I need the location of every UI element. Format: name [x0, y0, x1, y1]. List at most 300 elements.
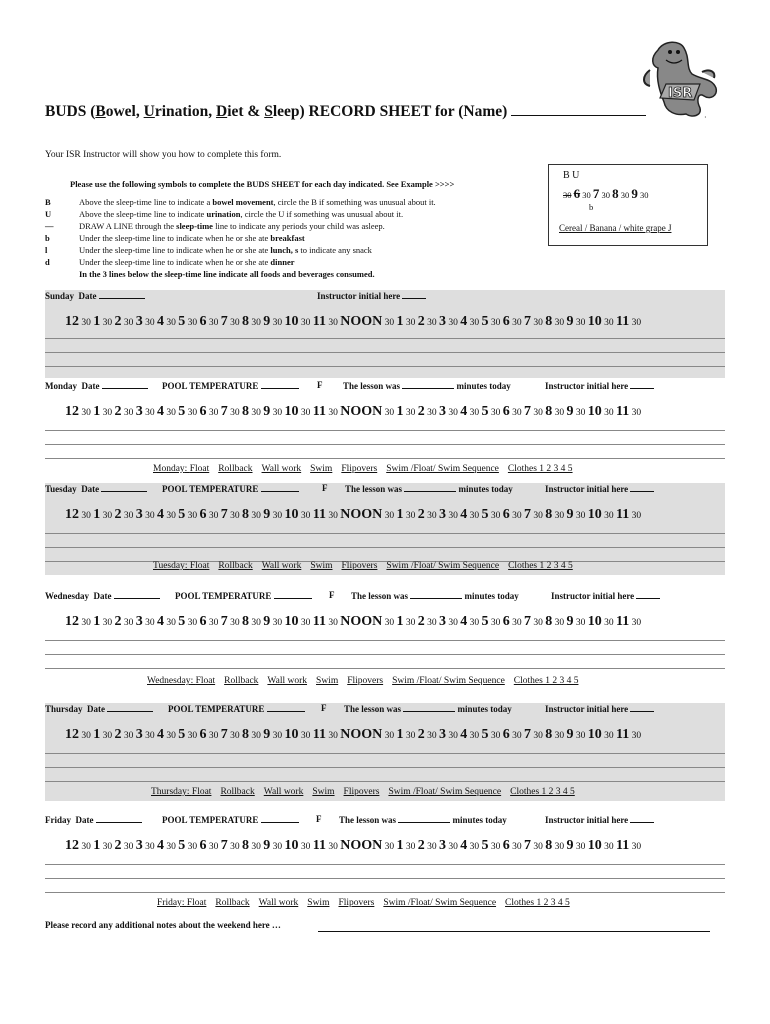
skill-item[interactable]: Wall work	[267, 676, 308, 686]
time-label: 5	[481, 507, 489, 522]
time-label: 3	[438, 314, 446, 329]
time-label: 30	[533, 318, 543, 328]
skill-item[interactable]: Swim /Float/ Swim Sequence	[388, 787, 502, 797]
time-label: 11	[615, 507, 630, 522]
food-line[interactable]	[45, 892, 725, 893]
skill-item[interactable]: Rollback	[215, 898, 250, 908]
lesson-minutes-field[interactable]	[410, 590, 462, 599]
time-label: 7	[523, 507, 531, 522]
time-label: 30	[469, 511, 480, 521]
food-line[interactable]	[45, 352, 725, 353]
pool-temp-field[interactable]	[261, 814, 299, 823]
day-section-thursday: Thursday Date POOL TEMPERATURE F The lesson was minutes today Instructor initial here 12 30 1 30 2 30 3 30 4 30 5 30 6 30 7 30 8 30 9 30 10 30 11 30 NOON 30 1 30 2 30 3 30 4 30 5 30 6 30 7 30 8 30 9 30 10 30 11 30 Thursday: Float Rollback Wall work Swim Flipovers Swim /Float/ Swim Sequence Clothes 1 2 3 4 5	[45, 703, 725, 801]
food-line[interactable]	[45, 366, 725, 367]
time-label: 12	[65, 838, 79, 853]
time-label: 30	[384, 408, 395, 418]
sleep-time-line[interactable]	[65, 614, 641, 630]
skill-float[interactable]: Float	[195, 676, 216, 686]
time-label: 8	[545, 404, 553, 419]
time-label: 5	[178, 404, 186, 419]
skill-float[interactable]: Float	[189, 561, 210, 571]
time-label: 11	[312, 838, 326, 853]
time-label: 30	[102, 408, 113, 418]
time-label: 9	[566, 727, 574, 742]
time-label: 5	[178, 838, 186, 853]
food-line[interactable]	[45, 767, 725, 768]
food-line[interactable]	[45, 864, 725, 865]
time-label: 4	[157, 314, 164, 329]
time-label: 3	[438, 614, 446, 629]
skill-item[interactable]: Swim /Float/ Swim Sequence	[386, 464, 499, 474]
time-label: 8	[242, 404, 249, 419]
time-label: 30	[81, 318, 91, 328]
time-label: 7	[220, 838, 228, 853]
time-label: 12	[65, 727, 79, 742]
sleep-time-line[interactable]	[65, 838, 641, 854]
time-label: 30	[230, 842, 240, 852]
lesson-minutes-field[interactable]	[398, 814, 450, 823]
skill-item[interactable]: Swim	[312, 787, 335, 797]
time-label: 9	[263, 314, 271, 329]
time-label: 5	[481, 727, 489, 742]
time-label: 30	[81, 731, 91, 741]
time-label: 30	[512, 618, 522, 628]
time-label: 11	[312, 727, 326, 742]
time-label: 30	[81, 618, 91, 628]
time-label: 4	[157, 404, 164, 419]
skills-row: Tuesday: Float Rollback Wall work Swim Flipovers Swim /Float/ Swim Sequence Clothes 1 2 3 4 5	[153, 561, 573, 571]
time-label: 30	[300, 842, 311, 852]
day-section-monday: Monday Date POOL TEMPERATURE F The lesson was minutes today Instructor initial here 12 30 1 30 2 30 3 30 4 30 5 30 6 30 7 30 8 30 9 30 10 30 11 30 NOON 30 1 30 2 30 3 30 4 30 5 30 6 30 7 30 8 30 9 30 10 30 11 30 Monday: Float Rollback Wall work Swim Flipovers Swim /Float/ Swim Sequence Clothes 1 2 3 4 5	[45, 380, 725, 478]
time-label: 30	[208, 731, 219, 741]
time-label: 2	[114, 404, 122, 419]
food-line[interactable]	[45, 338, 725, 339]
time-label: 8	[242, 314, 249, 329]
time-label: 2	[417, 507, 425, 522]
time-label: 30	[208, 511, 219, 521]
time-label: 3	[135, 404, 143, 419]
skill-item[interactable]: Swim	[307, 898, 330, 908]
time-label: 7	[523, 727, 531, 742]
time-label: 30	[554, 618, 565, 628]
time-label: 1	[93, 404, 101, 419]
time-label: NOON	[340, 838, 383, 853]
time-label: 30	[123, 408, 134, 418]
date-field[interactable]	[101, 483, 147, 492]
time-label: 10	[284, 404, 299, 419]
time-label: 30	[230, 618, 240, 628]
time-label: 30	[102, 618, 113, 628]
time-label: 11	[615, 838, 630, 853]
time-label: 30	[631, 511, 642, 521]
food-line[interactable]	[45, 781, 725, 782]
time-label: 30	[533, 731, 543, 741]
date-field[interactable]	[114, 590, 160, 599]
time-label: 30	[448, 318, 458, 328]
time-label: 4	[460, 727, 468, 742]
skill-float[interactable]: Float	[186, 898, 207, 908]
time-label: 30	[230, 731, 240, 741]
skill-item[interactable]: Clothes 1 2 3 4 5	[513, 676, 579, 686]
time-label: 30	[102, 731, 113, 741]
time-label: 30	[512, 511, 522, 521]
time-label: 3	[135, 727, 143, 742]
skill-item[interactable]: Rollback	[218, 464, 253, 474]
time-label: 30	[300, 511, 311, 521]
time-label: 6	[502, 314, 510, 329]
time-label: 30	[300, 618, 311, 628]
time-label: NOON	[340, 614, 383, 629]
time-label: 6	[199, 614, 207, 629]
food-line[interactable]	[45, 533, 725, 534]
pool-temp-field[interactable]	[274, 590, 312, 599]
time-label: 30	[554, 731, 565, 741]
time-label: 2	[417, 727, 425, 742]
time-label: 2	[114, 727, 122, 742]
time-label: 30	[384, 618, 395, 628]
instructor-initial-field[interactable]	[630, 483, 654, 492]
time-label: 30	[272, 408, 283, 418]
food-line[interactable]	[45, 753, 725, 754]
time-label: 3	[438, 727, 446, 742]
time-label: 10	[284, 314, 299, 329]
skill-item[interactable]: Rollback	[220, 787, 255, 797]
time-label: 7	[220, 507, 228, 522]
otter-mascot-icon	[636, 40, 720, 120]
sleep-time-line[interactable]	[65, 507, 641, 523]
skill-item[interactable]: Clothes 1 2 3 4 5	[507, 464, 573, 474]
time-label: 4	[157, 727, 164, 742]
time-label: 30	[469, 408, 480, 418]
time-label: 8	[545, 614, 553, 629]
time-label: 1	[396, 838, 404, 853]
time-label: 1	[93, 614, 101, 629]
skill-item[interactable]: Swim	[310, 464, 333, 474]
time-label: 30	[166, 842, 176, 852]
skill-item[interactable]: Flipovers	[341, 561, 378, 571]
time-label: 4	[157, 838, 164, 853]
time-label: 7	[220, 404, 228, 419]
time-label: 30	[251, 731, 261, 741]
legend-symbol: d	[45, 257, 50, 267]
time-label: 30	[187, 408, 198, 418]
time-label: 30	[145, 731, 155, 741]
notes-label: Please record any additional notes about the weekend here …	[45, 920, 281, 930]
time-label: 8	[242, 507, 249, 522]
instructions-text: Please use the following symbols to complete the BUDS SHEET for each day indicated. See Example >>>>	[70, 179, 455, 189]
food-line[interactable]	[45, 444, 725, 445]
pool-temp-field[interactable]	[261, 380, 299, 389]
skill-item[interactable]: Rollback	[218, 561, 253, 571]
time-label: 30	[604, 618, 614, 628]
time-label: 30	[187, 731, 198, 741]
time-label: 11	[615, 314, 630, 329]
time-label: 30	[166, 618, 176, 628]
day-section-friday: Friday Date POOL TEMPERATURE F The lesson was minutes today Instructor initial here 12 30 1 30 2 30 3 30 4 30 5 30 6 30 7 30 8 30 9 30 10 30 11 30 NOON 30 1 30 2 30 3 30 4 30 5 30 6 30 7 30 8 30 9 30 10 30 11 30 Friday: Float Rollback Wall work Swim Flipovers Swim /Float/ Swim Sequence Clothes 1 2 3 4 5	[45, 814, 725, 912]
time-label: 10	[284, 838, 299, 853]
time-label: 1	[396, 614, 404, 629]
legend-symbol: B	[45, 197, 51, 207]
time-label: 6	[199, 507, 207, 522]
time-label: 30	[328, 842, 338, 852]
food-line[interactable]	[45, 654, 725, 655]
time-label: 6	[502, 614, 510, 629]
time-label: 30	[533, 842, 543, 852]
time-label: 11	[312, 314, 326, 329]
time-label: NOON	[340, 507, 383, 522]
time-label: 30	[533, 618, 543, 628]
date-field[interactable]	[102, 380, 148, 389]
time-label: 3	[438, 507, 446, 522]
time-label: 30	[490, 408, 501, 418]
instructor-initial-field[interactable]	[636, 590, 660, 599]
time-label: 30	[272, 318, 283, 328]
time-label: 30	[512, 731, 522, 741]
sleep-time-line[interactable]	[65, 404, 641, 420]
time-label: 8	[242, 838, 249, 853]
time-label: 30	[187, 511, 198, 521]
time-label: 7	[523, 404, 531, 419]
skills-row: Wednesday: Float Rollback Wall work Swim Flipovers Swim /Float/ Swim Sequence Clothes 1 2 3 4 5	[147, 676, 579, 686]
time-label: 30	[575, 618, 586, 628]
time-label: 9	[566, 507, 574, 522]
time-label: 2	[417, 404, 425, 419]
date-field[interactable]	[96, 814, 142, 823]
time-label: 30	[102, 842, 113, 852]
example-timeline: 30 6 30 7 30 8 30 9 30	[563, 186, 649, 201]
svg-text:ISR: ISR	[668, 86, 693, 101]
lesson-minutes-field[interactable]	[403, 703, 455, 712]
time-label: NOON	[340, 404, 383, 419]
time-label: 7	[523, 838, 531, 853]
time-label: 30	[328, 731, 338, 741]
legend-description: Under the sleep-time line to indicate when he or she ate dinner	[79, 257, 295, 267]
instructor-initial-field[interactable]	[630, 814, 654, 823]
time-label: 4	[460, 314, 468, 329]
time-label: 8	[242, 727, 249, 742]
time-label: 4	[460, 838, 468, 853]
skill-item[interactable]: Swim /Float/ Swim Sequence	[386, 561, 500, 571]
skill-item[interactable]: Flipovers	[341, 464, 378, 474]
time-label: 30	[187, 318, 198, 328]
time-label: 30	[575, 318, 586, 328]
time-label: 30	[230, 408, 240, 418]
time-label: 30	[145, 511, 155, 521]
food-line[interactable]	[45, 458, 725, 459]
legend-symbol: l	[45, 245, 48, 255]
time-label: 8	[545, 507, 553, 522]
food-line[interactable]	[45, 547, 725, 548]
time-label: 5	[178, 314, 186, 329]
skill-item[interactable]: Clothes 1 2 3 4 5	[510, 787, 575, 797]
time-label: 8	[545, 314, 553, 329]
time-label: 30	[208, 842, 219, 852]
time-label: 30	[251, 318, 261, 328]
legend-description: Above the sleep-time line to indicate urination, circle the U if something was unusual about it.	[79, 209, 404, 219]
legend-description: Under the sleep-time line to indicate when he or she ate lunch, s to indicate any snack	[79, 245, 372, 255]
skill-item[interactable]: Swim /Float/ Swim Sequence	[392, 676, 505, 686]
time-label: 4	[460, 507, 468, 522]
day-section-tuesday: Tuesday Date POOL TEMPERATURE F The lesson was minutes today Instructor initial here 12 30 1 30 2 30 3 30 4 30 5 30 6 30 7 30 8 30 9 30 10 30 11 30 NOON 30 1 30 2 30 3 30 4 30 5 30 6 30 7 30 8 30 9 30 10 30 11 30 Tuesday: Float Rollback Wall work Swim Flipovers Swim /Float/ Swim Sequence Clothes 1 2 3 4 5	[45, 483, 725, 575]
time-label: 30	[123, 511, 134, 521]
date-field[interactable]	[107, 703, 153, 712]
day-section-wednesday: Wednesday Date POOL TEMPERATURE F The lesson was minutes today Instructor initial here 12 30 1 30 2 30 3 30 4 30 5 30 6 30 7 30 8 30 9 30 10 30 11 30 NOON 30 1 30 2 30 3 30 4 30 5 30 6 30 7 30 8 30 9 30 10 30 11 30 Wednesday: Float Rollback Wall work Swim Flipovers Swim /Float/ Swim Sequence Clothes 1 2 3 4 5	[45, 590, 725, 690]
time-label: 11	[312, 507, 326, 522]
time-label: 30	[384, 842, 395, 852]
skill-float[interactable]: Float	[189, 464, 210, 474]
time-label: 10	[284, 507, 299, 522]
page-title: BUDS (Bowel, Urination, Diet & Sleep) RECORD SHEET for (Name)	[45, 102, 646, 121]
time-label: 11	[312, 614, 326, 629]
sleep-time-line[interactable]	[65, 314, 641, 330]
skills-row: Thursday: Float Rollback Wall work Swim Flipovers Swim /Float/ Swim Sequence Clothes 1 2 3 4 5	[151, 787, 575, 797]
name-field[interactable]	[511, 102, 646, 116]
time-label: 11	[615, 727, 630, 742]
date-field[interactable]	[99, 290, 145, 299]
time-label: 30	[490, 511, 501, 521]
time-label: 5	[481, 404, 489, 419]
time-label: 30	[469, 318, 480, 328]
skill-item[interactable]: Swim /Float/ Swim Sequence	[383, 898, 497, 908]
time-label: 30	[166, 318, 176, 328]
time-label: 2	[114, 314, 122, 329]
time-label: 30	[81, 511, 91, 521]
skill-item[interactable]: Clothes 1 2 3 4 5	[508, 561, 573, 571]
skill-item[interactable]: Wall work	[261, 464, 302, 474]
time-label: 30	[328, 511, 338, 521]
lesson-minutes-field[interactable]	[404, 483, 456, 492]
notes-input-line[interactable]	[318, 931, 710, 932]
time-label: 7	[220, 614, 228, 629]
legend-description: Under the sleep-time line to indicate when he or she ate breakfast	[79, 233, 305, 243]
skill-item[interactable]: Wall work	[263, 787, 304, 797]
time-label: 30	[604, 511, 614, 521]
sleep-time-line[interactable]	[65, 727, 641, 743]
time-label: 11	[615, 404, 630, 419]
time-label: 30	[81, 408, 91, 418]
time-label: 30	[145, 618, 155, 628]
time-label: 10	[587, 314, 602, 329]
day-section-sunday: Sunday Date Instructor initial here 12 30 1 30 2 30 3 30 4 30 5 30 6 30 7 30 8 30 9 30 10 30 11 30 NOON 30 1 30 2 30 3 30 4 30 5 30 6 30 7 30 8 30 9 30 10 30 11 30	[45, 290, 725, 378]
time-label: 30	[469, 618, 480, 628]
time-label: 30	[328, 318, 338, 328]
skill-item[interactable]: Clothes 1 2 3 4 5	[505, 898, 570, 908]
time-label: 9	[566, 404, 574, 419]
time-label: 30	[251, 842, 261, 852]
instructor-initial-field[interactable]	[630, 380, 654, 389]
time-label: 30	[604, 842, 614, 852]
instructor-initial-field[interactable]	[402, 290, 426, 299]
time-label: 30	[533, 511, 543, 521]
time-label: 5	[481, 614, 489, 629]
time-label: 12	[65, 314, 79, 329]
time-label: 1	[93, 727, 101, 742]
time-label: 4	[157, 614, 164, 629]
legend-symbol: —	[45, 221, 54, 231]
time-label: 30	[102, 318, 113, 328]
time-label: 30	[251, 408, 261, 418]
time-label: 3	[135, 314, 143, 329]
time-label: 30	[81, 842, 91, 852]
food-line[interactable]	[45, 430, 725, 431]
time-label: 2	[114, 507, 122, 522]
time-label: 30	[187, 842, 198, 852]
food-line[interactable]	[45, 878, 725, 879]
time-label: 30	[512, 408, 522, 418]
skill-item[interactable]: Wall work	[258, 898, 299, 908]
time-label: 30	[631, 618, 642, 628]
time-label: 7	[220, 314, 228, 329]
skill-item[interactable]: Flipovers	[338, 898, 375, 908]
time-label: 30	[554, 842, 565, 852]
time-label: 30	[384, 511, 395, 521]
instructor-initial-field[interactable]	[630, 703, 654, 712]
time-label: 7	[523, 614, 531, 629]
food-line[interactable]	[45, 668, 725, 669]
example-food: Cereal / Banana / white grape J	[559, 223, 672, 233]
pool-temp-field[interactable]	[267, 703, 305, 712]
time-label: 30	[448, 842, 458, 852]
time-label: 30	[427, 731, 437, 741]
time-label: 30	[300, 731, 311, 741]
time-label: 2	[114, 838, 122, 853]
lesson-minutes-field[interactable]	[402, 380, 454, 389]
time-label: 10	[587, 838, 602, 853]
time-label: 30	[448, 618, 458, 628]
time-label: 30	[145, 318, 155, 328]
time-label: 10	[587, 404, 602, 419]
time-label: 30	[405, 511, 416, 521]
time-label: 30	[123, 842, 134, 852]
time-label: 7	[220, 727, 228, 742]
skill-item[interactable]: Wall work	[261, 561, 302, 571]
time-label: 30	[427, 318, 437, 328]
time-label: 8	[545, 727, 553, 742]
time-label: 9	[263, 614, 271, 629]
time-label: 30	[166, 408, 176, 418]
time-label: 30	[448, 511, 458, 521]
time-label: 30	[230, 318, 240, 328]
time-label: 10	[587, 507, 602, 522]
time-label: 30	[405, 731, 416, 741]
time-label: 3	[135, 838, 143, 853]
time-label: 12	[65, 507, 79, 522]
time-label: 10	[284, 727, 299, 742]
skill-item[interactable]: Flipovers	[343, 787, 380, 797]
time-label: 9	[263, 838, 271, 853]
time-label: 12	[65, 614, 79, 629]
time-label: 30	[272, 842, 283, 852]
time-label: 9	[566, 314, 574, 329]
time-label: 6	[502, 727, 510, 742]
skill-item[interactable]: Swim	[310, 561, 333, 571]
time-label: 10	[284, 614, 299, 629]
time-label: 6	[502, 838, 510, 853]
skill-item[interactable]: Rollback	[224, 676, 259, 686]
pool-temp-field[interactable]	[261, 483, 299, 492]
time-label: 30	[208, 318, 219, 328]
food-line[interactable]	[45, 640, 725, 641]
skill-float[interactable]: Float	[191, 787, 212, 797]
time-label: 30	[469, 842, 480, 852]
time-label: 5	[178, 507, 186, 522]
time-label: 8	[242, 614, 249, 629]
time-label: 30	[123, 618, 134, 628]
skill-item[interactable]: Swim	[316, 676, 339, 686]
skill-item[interactable]: Flipovers	[347, 676, 384, 686]
time-label: 30	[102, 511, 113, 521]
time-label: NOON	[340, 314, 383, 329]
